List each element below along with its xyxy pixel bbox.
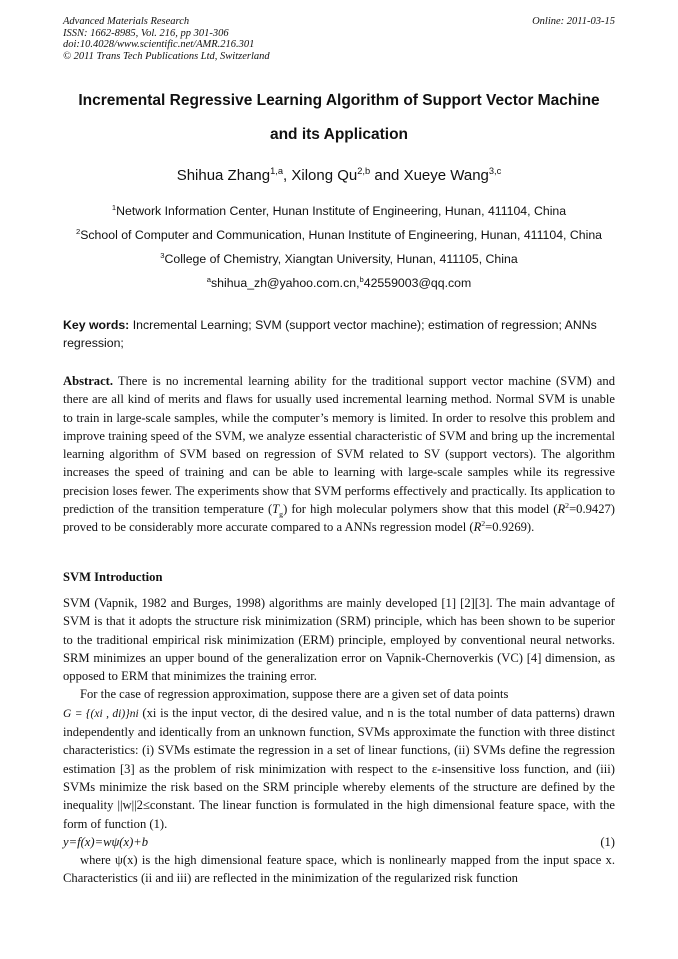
author-sup: 3,c	[488, 166, 502, 176]
copyright-line: © 2011 Trans Tech Publications Ltd, Switzerland	[63, 50, 270, 62]
author-separator: ,	[283, 167, 292, 184]
paper-title-line1: Incremental Regressive Learning Algorithm of Support Vector Machine	[78, 92, 600, 109]
author-sup: 1,a	[270, 166, 284, 176]
r-exponent: 2	[481, 519, 486, 529]
email-address: shihua_zh@yahoo.com.cn,	[210, 276, 360, 290]
abstract-text: There is no incremental learning ability for the traditional support vector machine (SVM) and there are all kind of merits and flaws for usually used incremental learning method. Normal SVM is unable to train in large-scale samples, while the computer’s memory is limited. In order to resolve this problem and improve training speed of the SVM, we analyze essential characteristic of SVM and bring up the incremental learning algorithm of SVM based on regression of SVM related to SV (support vectors). The algorithm increases the speed of training and can be able to learning with large-scale samples while its regressive precision loses fewer. The experiments show that SVM performs effectively and practically. Its application to prediction of the transition temperature (	[63, 374, 615, 517]
paragraph: SVM (Vapnik, 1982 and Burges, 1998) algorithms are mainly developed [1] [2][3]. The main advantage of SVM is that it adopts the structure risk minimization (SRM) principle, which has been shown to be superior to the traditional empirical risk minimization (ERM) principle, employed by conventional neural networks. SRM minimizes an upper bound of the generalization error on Vapnik-Chernoverkis (VC) [4] dimension, as opposed to ERM that minimizes the training error.	[63, 596, 615, 684]
section-heading: SVM Introduction	[63, 570, 163, 584]
equation-expression: y=f(x)=wψ(x)+b	[63, 834, 149, 849]
doi-line: doi:10.4028/www.scientific.net/AMR.216.301	[63, 39, 255, 50]
email-sup: a	[206, 274, 211, 284]
paragraph: For the case of regression approximation, suppose there are a given set of data points	[80, 687, 509, 702]
affiliation-sup: 1	[111, 202, 117, 212]
affiliation-sup: 3	[160, 250, 165, 260]
affiliation-text: School of Computer and Communication, Hunan Institute of Engineering, Hunan, 411104, China	[80, 228, 603, 242]
email-sup: b	[359, 274, 364, 284]
r-symbol: R	[473, 520, 482, 535]
r-exponent: 2	[565, 500, 570, 510]
affiliation	[40, 228, 638, 242]
abstract	[63, 372, 615, 537]
set-formula: G = {(xi , di)}ni	[63, 707, 139, 720]
abstract-text: =0.9427) proved to be considerably more accurate compared to a ANNs regression model (	[63, 502, 615, 535]
author-name: Xueye Wang	[403, 167, 489, 184]
author-name: Xilong Qu	[291, 167, 358, 184]
abstract-text: ) for high molecular polymers show that this model (	[283, 502, 558, 517]
keywords	[63, 316, 615, 352]
email-address: 42559003@qq.com	[363, 276, 472, 290]
keywords-label: Key words:	[63, 318, 130, 332]
paragraph	[63, 704, 615, 833]
paragraph-text: (xi is the input vector, di the desired value, and n is the total number of data patterns) drawn independently and identically from an unknown function, SVMs approximate the function with three distinct characteristics: (i) SVMs estimate the regression in a set of linear functions, (ii) SVMs define the regression estimation [3] as the problem of risk minimization with respect to the ε-insensitive loss function, and (iii) SVMs minimize the risk based on the SRM principle whereby elements of the structure are defined by the inequality ||w||2≤constant. The linear function is formulated in the high dimensional feature space, with the form of function (1).	[63, 705, 615, 831]
paragraph: where ψ(x) is the high dimensional feature space, which is nonlinearly mapped from the input space x. Characteristics (ii and iii) are reflected in the minimization of the regularized risk function	[63, 853, 615, 886]
author-list	[40, 167, 638, 184]
paper-title-line2: and its Application	[269, 126, 409, 143]
affiliation	[40, 204, 638, 218]
journal-name: Advanced Materials Research	[63, 16, 190, 27]
affiliation-sup: 2	[75, 226, 81, 236]
author-sup: 2,b	[357, 166, 371, 176]
equation-1	[63, 833, 615, 851]
affiliation-text: Network Information Center, Hunan Institute of Engineering, Hunan, 411104, China	[116, 204, 567, 218]
tg-symbol: T	[272, 502, 280, 517]
journal-header	[63, 16, 270, 62]
issn-line: ISSN: 1662-8985, Vol. 216, pp 301-306	[63, 27, 229, 39]
online-date: Online: 2011-03-15	[532, 16, 615, 27]
author-name: Shihua Zhang	[176, 167, 271, 184]
abstract-text: =0.9269).	[485, 520, 535, 535]
affiliation	[40, 252, 638, 266]
section-body	[63, 594, 615, 888]
keywords-text: Incremental Learning; SVM (support vector machine); estimation of regression; ANNs regression;	[63, 318, 597, 350]
author-separator: and	[370, 167, 404, 184]
tg-subscript: g	[279, 509, 284, 519]
affiliation-text: College of Chemistry, Xiangtan University, Hunan, 411105, China	[164, 252, 518, 266]
abstract-label: Abstract.	[63, 374, 114, 388]
equation-number: (1)	[600, 834, 615, 849]
email-line	[40, 276, 638, 290]
r-symbol: R	[557, 502, 566, 517]
